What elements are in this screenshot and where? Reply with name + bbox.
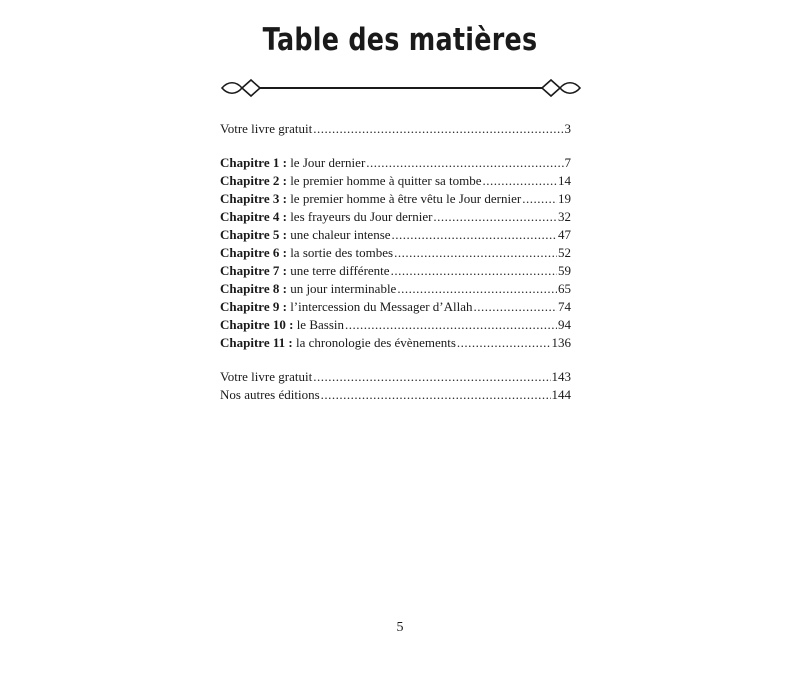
chapter-title: la chronologie des évènements: [292, 335, 456, 350]
chapter-prefix: Chapitre 5 :: [220, 227, 287, 242]
chapter-title: le Bassin: [293, 317, 344, 332]
toc-entry-label: Votre livre gratuit: [220, 121, 313, 136]
toc-chapter-3[interactable]: [220, 190, 571, 208]
dot-leader: [522, 190, 557, 208]
chapter-title: le premier homme à être vêtu le Jour dernier: [286, 191, 522, 206]
chapter-page: 136: [551, 335, 571, 350]
toc-entry-label: Votre livre gratuit: [220, 369, 313, 384]
chapter-title: un jour interminable: [286, 281, 397, 296]
chapter-page: 74: [558, 299, 571, 314]
chapter-page: 19: [558, 191, 571, 206]
chapter-title: une chaleur intense: [286, 227, 391, 242]
chapter-prefix: Chapitre 7 :: [220, 263, 287, 278]
dot-leader: [392, 226, 557, 244]
dot-leader: [321, 386, 551, 404]
toc-chapter-4[interactable]: [220, 208, 571, 226]
chapter-page: 65: [558, 281, 571, 296]
chapter-prefix: Chapitre 10 :: [220, 317, 294, 332]
chapter-page: 47: [558, 227, 571, 242]
toc-chapter-6[interactable]: [220, 244, 571, 262]
chapter-prefix: Chapitre 3 :: [220, 191, 287, 206]
toc-entry[interactable]: [220, 120, 571, 138]
toc-entry-page: 143: [551, 369, 571, 384]
chapter-page: 52: [558, 245, 571, 260]
toc-chapter-11[interactable]: [220, 334, 571, 352]
chapter-prefix: Chapitre 2 :: [220, 173, 287, 188]
chapter-title: l’intercession du Messager d’Allah: [286, 299, 473, 314]
toc-chapter-7[interactable]: [220, 262, 571, 280]
chapter-prefix: Chapitre 8 :: [220, 281, 287, 296]
dot-leader: [366, 154, 563, 172]
toc-chapter-1[interactable]: [220, 154, 571, 172]
chapter-prefix: Chapitre 6 :: [220, 245, 287, 260]
toc-entry[interactable]: [220, 368, 571, 386]
dot-leader: [394, 244, 557, 262]
dot-leader: [457, 334, 551, 352]
toc-entry-page: 3: [564, 121, 571, 136]
chapter-page: 14: [558, 173, 571, 188]
dot-leader: [345, 316, 557, 334]
dot-leader: [433, 208, 557, 226]
ornament-divider-icon: [220, 76, 582, 100]
dot-leader: [313, 368, 550, 386]
chapter-page: 59: [558, 263, 571, 278]
table-of-contents: [220, 120, 571, 404]
chapter-page: 32: [558, 209, 571, 224]
toc-entry-page: 144: [551, 387, 571, 402]
dot-leader: [397, 280, 557, 298]
dot-leader: [391, 262, 557, 280]
chapter-page: 7: [564, 155, 571, 170]
toc-entry[interactable]: [220, 386, 571, 404]
chapter-page: 94: [558, 317, 571, 332]
dot-leader: [483, 172, 557, 190]
chapter-title: le Jour dernier: [286, 155, 366, 170]
toc-chapter-9[interactable]: [220, 298, 571, 316]
toc-chapter-5[interactable]: [220, 226, 571, 244]
dot-leader: [313, 120, 563, 138]
page-title: Table des matières: [262, 22, 538, 58]
chapter-prefix: Chapitre 4 :: [220, 209, 287, 224]
chapter-title: une terre différente: [286, 263, 390, 278]
chapter-title: le premier homme à quitter sa tombe: [286, 173, 482, 188]
chapter-prefix: Chapitre 1 :: [220, 155, 287, 170]
chapter-prefix: Chapitre 9 :: [220, 299, 287, 314]
page-number: 5: [396, 620, 404, 635]
toc-entry-label: Nos autres éditions: [220, 387, 320, 402]
chapter-title: la sortie des tombes: [286, 245, 394, 260]
dot-leader: [474, 298, 558, 316]
chapter-prefix: Chapitre 11 :: [220, 335, 293, 350]
toc-chapter-8[interactable]: [220, 280, 571, 298]
toc-chapter-2[interactable]: [220, 172, 571, 190]
toc-chapters-group: [220, 154, 571, 352]
chapter-title: les frayeurs du Jour dernier: [286, 209, 433, 224]
toc-intro-group: [220, 120, 571, 138]
toc-chapter-10[interactable]: [220, 316, 571, 334]
toc-outro-group: [220, 368, 571, 404]
